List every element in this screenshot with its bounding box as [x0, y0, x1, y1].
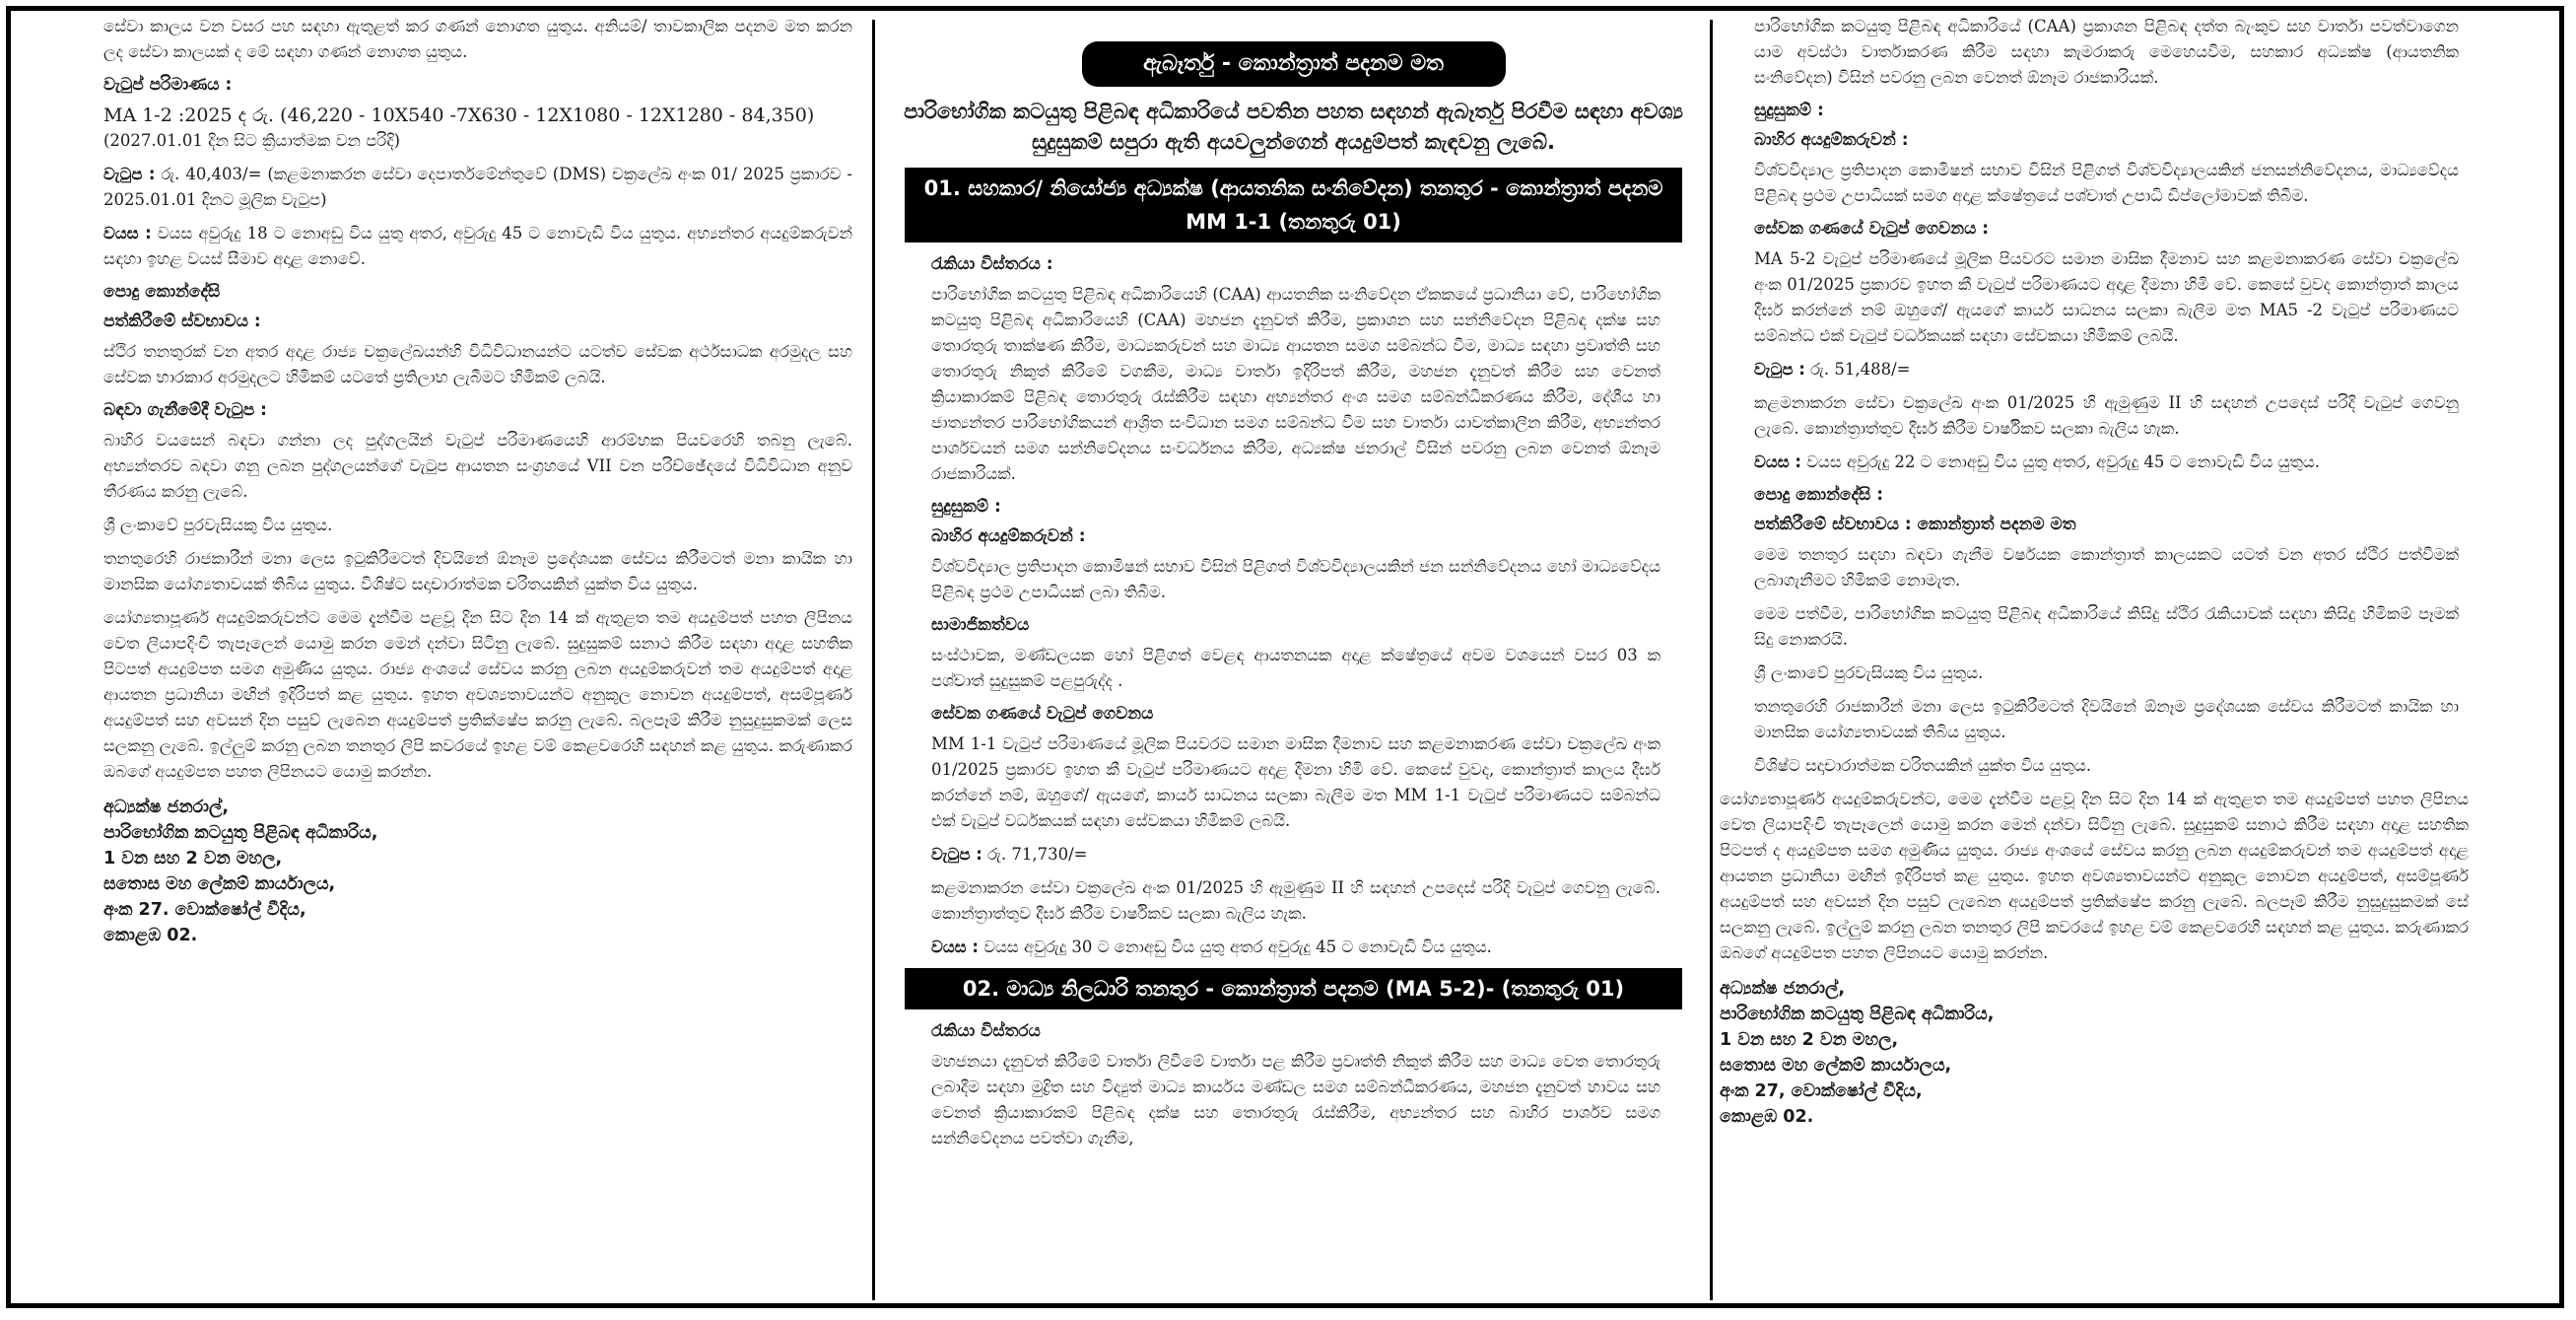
- post-01-title: 01. සහකාර/ නියෝජ්‍ය අධ්‍යක්ෂ (ආයතනික සංනිවේදන) තනතුර - කොන්ත්‍රාත් පදනම MM 1-1 (තනතුරු 01): [905, 168, 1682, 243]
- external-applicants-paragraph: විශ්වවිද්‍යාල ප්‍රතිපාදන කොමිෂන් සභාව විසින් පිළිගත් විශ්වවිද්‍යාලයකින් ජන සන්නිවේදනය හෝ මාධ්‍යවේදය පිළිබඳ ප්‍රථම උපාධියක් ලබා තිබීම.: [931, 557, 1661, 601]
- qualifications-heading: සුදුසුකම් :: [1754, 101, 1824, 120]
- salary-note: කළමනාකරන සේවා චක්‍රලේඛ අංක 01/2025 හි ඇමුණුම II හි සඳහන් උපදෙස් පරිදි වැටුප් ගෙවනු ලැබේ. කොන්ත්‍රාත්තුව දීර්ඝ කිරීම වාර්ෂිකව සලකා බැලිය හැක.: [1754, 393, 2459, 438]
- health-paragraph: තනතුරෙහි රාජකාරීන් මනා ලෙස ඉටුකිරීමටත් දිවයිනේ ඕනෑම ප්‍රදේශයක සේවය කිරීමටත් මනා කායික හා මානසික යෝග්‍යතාවයක් තිබිය යුතුය. විශිෂ්ට සදාචාරාත්මක චරිතයකින් යුක්ත විය යුතුය.: [103, 549, 852, 593]
- nature-heading: පත්කිරීමේ ස්වභාවය :: [103, 312, 261, 331]
- post-02-title: 02. මාධ්‍ය නිලධාරි තනතුර - කොන්ත්‍රාත් පදනම (MA 5-2)- (තනතුරු 01): [905, 968, 1682, 1009]
- recruit-salary-heading: බඳවා ගැනීමේදී වැටුප :: [103, 400, 267, 420]
- post-02-continued: [1720, 14, 2469, 779]
- address-line: අධ්‍යක්ෂ ජනරාල්,: [1720, 979, 1845, 999]
- duties-continued-paragraph: පාරිභෝගික කටයුතු පිළිබඳ අධිකාරියේ (CAA) ප්‍රකාශන පිළිබඳ දත්ත බැංකුව සහ වාර්තා පවත්වාගෙන යාම අවස්ථා වාර්තාකරණ කිරීම සඳහා කැමරාකරු මෙහෙයවීම, සහකාර අධ්‍යක්ෂ (ආයතනික සංනිවේදන) විසින් පවරනු ලබන වෙනත් ඕනෑම රාජකාරියක්.: [1754, 17, 2459, 87]
- fee-heading: සේවක ගණයේ වැටුප් ගෙවනය :: [1754, 219, 1990, 239]
- postal-address: [1720, 976, 2469, 1130]
- salary-scale-line: MA 1-2 :2025 ද රු. (46,220 - 10X540 -7X630 - 12X1080 - 12X1280 - 84,350): [103, 104, 815, 126]
- duties-heading: රැකියා විස්තරය :: [931, 254, 1053, 274]
- salary-label: වැටුප :: [931, 845, 983, 864]
- post-01-body: [887, 252, 1700, 960]
- address-line: සතොස මහ ලේකම් කාර්යාලය,: [1720, 1056, 1952, 1076]
- health-paragraph: තනතුරෙහි රාජකාරීන් මනා ලෙස ඉටුකිරීමටත් දිවයිනේ ඕනෑම ප්‍රදේශයක සේවය කිරීමටත් කායික හා මානසික යෝග්‍යතාවයක් තිබිය යුතුය.: [1754, 697, 2459, 741]
- salary-value: රු. 71,730/=: [987, 845, 1088, 864]
- age-paragraph: [103, 221, 852, 272]
- age-text: වයස අවුරුදු 30 ට නොඅඩු විය යුතු අතර අවුරුදු 45 ට නොවැඩි විය යුතුය.: [983, 938, 1492, 956]
- age-label: වයස :: [931, 938, 979, 956]
- external-applicants-paragraph: විශ්වවිද්‍යාල ප්‍රතිපාදන කොමිෂන් සභාව විසින් පිළිගත් විශ්වවිද්‍යාලයකින් ජනසන්නිවේදනය, මාධ්‍යවේදය පිළිබඳ ප්‍රථම උපාධියක් සමග අදාළ ක්ෂේත්‍රයේ පශ්චාත් උපාධි ඩිප්ලෝමාවක් තිබීම.: [1754, 161, 2459, 205]
- apply-paragraph: යෝග්‍යතාපූර්ණ අයදුම්කරුවන්ට, මෙම දැන්වීම පළවූ දින සිට දින 14 ක් ඇතුළත තම අයදුම්පත් පහත ලිපිනය වෙත ලියාපදිංචි තැපෑලෙන් යොමු කරන මෙන් දන්වා සිටිනු ලැබේ. සුදුසුකම් සනාථ කිරීම සඳහා අදාළ සහතික පිටපත් ද අයදුම්පත සමග අමුණිය යුතුය. රාජ්‍ය අංශයේ සේවය කරනු ලබන අයදුම්කරුවන් තම අයදුම්පත් අදාළ ආයතන ප්‍රධානියා මඟින් ඉදිරිපත් කළ යුතුය. ඉහත අවශ්‍යතාවයන්ට අනුකූල නොවන අයදුම්පත්, අසම්පූර්ණ අයදුම්පත් සහ අවසන් දින පසුව් ලැබෙන අයදුම්පත් ප්‍රතික්ෂේප කරනු ලැබේ. බලපෑම් කිරීම නුසුදුසුකමක් සේ සලකනු ලැබේ. ඉල්ලුම් කරනු ලබන තනතුර ලිපි කවරයේ ඉහළ වම් කෙළවරෙහි සඳහන් කළ යුතුය. කරුණාකර ඔබගේ අයදුම්පත පහත ලිපිනයට යොමු කරන්න.: [1720, 790, 2469, 962]
- nature-paragraph-1: මෙම තනතුර සඳහා බඳවා ගැනීම වර්ෂයක කොන්ත්‍රාත් කාලයකට යටත් වන අතර ස්ථිර පත්වීමක් ලබාගැනීමට හිමිකම් නොමැත.: [1754, 545, 2459, 590]
- general-conditions-heading: පොදු කොන්දේසි :: [1754, 485, 1883, 505]
- address-line: කොළඹ 02.: [103, 926, 198, 945]
- intro-paragraph: සේවා කාලය වන වසර පහ සඳහා ඇතුළත් කර ගණන් නොගත යුතුය. අනියම්/ තාවකාලික පදනම මත කරන ලද සේවා කාලයක් ද මේ සඳහා ගණන් නොගත යුතුය.: [103, 17, 852, 61]
- age-text: වයස අවුරුදු 18 ට නොඅඩු විය යුතු අතර, අවුරුදු 45 ට නොවැඩි විය යුතුය. අභ්‍යන්තර අයදුම්කරුවන් සඳහා ඉහළ වයස් සීමාව අදාළ නොවේ.: [103, 224, 852, 268]
- salary-paragraph: [1754, 357, 2459, 382]
- address-line: 1 වන සහ 2 වන මහල,: [103, 849, 283, 868]
- vacancies-banner: ඇබෑර්තු - කොන්ත්‍රාත් පදනම මත: [1082, 41, 1506, 87]
- address-line: 1 වන සහ 2 වන මහල,: [1720, 1030, 1899, 1050]
- address-line: සතොස මහ ලේකම් කාර්යාලය,: [103, 874, 336, 894]
- intro-heading: පාරිභෝගික කටයුතු පිළිබඳ අධිකාරියේ පවතින පහත සඳහන් ඇබෑර්තු පිරවීම සඳහා අවශ්‍ය සුදුසුකම් සපුරා ඇති අයවලුන්ගෙන් අයදුම්පත් කැඳවනු ලැබේ.: [904, 100, 1683, 154]
- age-paragraph: [931, 935, 1661, 960]
- general-conditions-heading: පොදු කොන්දේසි: [103, 282, 221, 302]
- column-divider: [1710, 20, 1713, 1300]
- column-divider: [872, 20, 875, 1300]
- salary-paragraph: [931, 842, 1661, 868]
- recruit-salary-paragraph: බාහිර වයසෙන් බඳවා ගන්නා ලද පුද්ගලයින් වැටුප් පරිමාණයෙහි ආරම්භක පියවරෙහි තබනු ලැබේ. අභ්‍යන්තරව බඳවා ගනු ලබන පුද්ගලයන්ගේ වැටුප ආයතන සංග්‍රහයේ VII වන පරිච්ඡේදයේ විධිවිධාන අනුව තීරණය කරනු ලැබේ.: [103, 431, 852, 501]
- salary-paragraph: [103, 162, 852, 213]
- fee-paragraph: MM 1-1 වැටුප් පරිමාණයේ මූලික පියවරට සමාන මාසික දීමනාව සහ කළමනාකරණ සේවා චක්‍රලේඛ අංක 01/2025 ප්‍රකාරව ඉහත කී වැටුප් පරිමාණයට අදාළ දීමනා හිමි වේ. කෙසේ වුවද, කොන්ත්‍රාත් කාලය දීර්ඝ කරන්නේ නම්, ඔහුගේ/ ඇයගේ, කාර්ය සාධනය සලකා බැලීම මත MM 1-1 වැටුප් පරිමාණයට සම්බන්ධ එක් වැටුප් වර්ධකයක් සඳහා සේවකයා හිමිකම් ලබයි.: [931, 734, 1661, 830]
- membership-heading: සාමාජිකත්වය: [931, 615, 1030, 635]
- external-applicants-heading: බාහිර අයදුම්කරුවන් :: [931, 526, 1086, 546]
- qualifications-heading: සුදුසුකම් :: [931, 497, 1001, 517]
- middle-column: [887, 14, 1700, 1310]
- salary-scale-note: (2027.01.01 දින සිට ක්‍රියාත්මක වන පරිදි): [103, 131, 401, 150]
- fee-paragraph: MA 5-2 වැටුප් පරිමාණයේ මූලික පියවරට සමාන මාසික දීමනාව සහ කළමනාකරණ සේවා චක්‍රලේඛ අංක 01/2025 ප්‍රකාරව ඉහත කී වැටුප් පරිමාණයට අදාළ දීමනා හිමි වේ. කෙසේ වුවද කොන්ත්‍රාත් කාලය දීර්ඝ කරන්නේ නම් ඔහුගේ/ ඇයගේ කාර්ය සාධනය සලකා බැලීම මත MA5 -2 වැටුප් පරිමාණයට සම්බන්ධ එක් වැටුප් වර්ධකයක් සඳහා සේවකයා හිමිකම් ලබයි.: [1754, 249, 2459, 345]
- apply-paragraph: යෝග්‍යතාපූර්ණ අයදුම්කරුවන්ට මෙම දැන්වීම පළවූ දින සිට දින 14 ක් ඇතුළත තම අයදුම්පත් පහත ලිපිනය වෙත ලියාපදිංචි තැපෑලෙන් යොමු කරන මෙන් දන්වා සිටිනු ලැබේ. සුදුසුකම් සනාථ කිරීම සඳහා අදාළ සහතික පිටපත් අයදුම්පත සමග අමුණිය යුතුය. රාජ්‍ය අංශයේ සේවය කරනු ලබන අයදුම්කරුවන් තම අයදුම්පත් අදාළ ආයතන ප්‍රධානියා මඟින් ඉදිරිපත් කළ යුතුය. ඉහත අවශ්‍යතාවයන්ට අනුකූල නොවන අයදුම්පත්, අසම්පූර්ණ අයදුම්පත් සහ අවසන් දින පසුව් ලැබෙන අයදුම්පත් ප්‍රතික්ෂේප කරනු ලැබේ. බලපෑම් කිරීම නුසුදුසුකමක් ලෙස සලකනු ලැබේ. ඉල්ලුම් කරනු ලබන තනතුර ලිපි කවරයේ ඉහළ වම් කෙළවරෙහි සඳහන් කළ යුතුය. කරුණාකර ඔබගේ අයදුම්පත පහත ලිපිනයට යොමු කරන්න.: [103, 608, 852, 781]
- age-label: වයස :: [1754, 452, 1801, 471]
- citizen-paragraph: ශ්‍රී ලංකාවේ පුරවැසියකු විය යුතුය.: [1754, 663, 1984, 682]
- address-line: පාරිභෝගික කටයුතු පිළිබඳ අධිකාරිය,: [103, 823, 378, 843]
- post-02-body: [887, 1019, 1700, 1151]
- external-applicants-heading: බාහිර අයදුම්කරුවන් :: [1754, 130, 1909, 150]
- character-paragraph: විශිෂ්ට සදාචාරාත්මක චරිතයකින් යුක්ත විය යුතුය.: [1754, 756, 2092, 775]
- nature-heading: පත්කිරීමේ ස්වභාවය : කොන්ත්‍රාත් පදනම මත: [1754, 515, 2076, 534]
- left-column: [103, 14, 852, 1310]
- salary-note: කළමනාකරන සේවා චක්‍රලේඛ අංක 01/2025 හි ඇමුණුම II හි සඳහන් උපදෙස් පරිදි වැටුප් ගෙවනු ලැබේ. කොන්ත්‍රාත්තුව දීර්ඝ කිරීම වාර්ෂිකව සලකා බැලිය හැක.: [931, 878, 1661, 923]
- nature-paragraph-2: මෙම පත්වීම, පාරිභෝගික කටයුතු පිළිබඳ අධිකාරියේ කිසිදු ස්ථිර රැකියාවක් සඳහා කිසිදු හිමිකම් පෑමක් සිදු නොකරයි.: [1754, 604, 2459, 649]
- duties-paragraph: මහජනයා දැනුවත් කිරීමේ වාර්තා ලිවීමේ වාර්තා පළ කිරීම ප්‍රවෘත්ති නිකුත් කිරීම සහ මාධ්‍ය වෙත තොරතුරු ලබාදීම සඳහා මුද්‍රිත සහ විද්‍යුත් මාධ්‍ය කාර්යය මණ්ඩල සමග සම්බන්ධීකරණය, මහජන දැනුවත් හාවය සහ වෙනත් ක්‍රියාකාරකම් පිළිබඳ දක්ෂ සහ තොරතුරු රැස්කිරීම, අභ්‍යන්තර සහ බාහිර පාර්ශව සමග සන්නිවේදනය පවත්වා ගැනීම,: [931, 1052, 1661, 1147]
- citizen-paragraph: ශ්‍රී ලංකාවේ පුරවැසියකු විය යුතුය.: [103, 516, 333, 534]
- age-text: වයස අවුරුදු 22 ට නොඅඩු විය යුතු අතර, අවුරුදු 45 ට නොවැඩි විය යුතුය.: [1806, 452, 2321, 471]
- nature-paragraph: ස්ථිර තනතුරක් වන අතර අදාළ රාජ්‍ය චක්‍රලේඛයන්හි විධිවිධානයන්ට යටත්ව සේවක අර්ථසාධක අරමුදල සහ සේවක භාරකාර අරමුදලට හිමිකම් යටතේ ප්‍රතිලාභ ලැබීමට හිමිකම් ලබයි.: [103, 342, 852, 386]
- salary-scale-heading: වැටුප් පරිමාණය :: [103, 75, 233, 95]
- salary-text: රු. 40,403/= (කළමනාකරන සේවා දෙපාර්තමේන්තුවේ (DMS) චක්‍රලේඛ අංක 01/ 2025 ප්‍රකාරව - 2025.01.01 දිනට මූලික වැටුප): [103, 165, 852, 209]
- address-line: අංක 27, වොක්ෂෝල් වීදිය,: [1720, 1081, 1923, 1101]
- age-paragraph: [1754, 450, 2459, 475]
- postal-address: [103, 795, 852, 948]
- duties-heading: රැකියා විස්තරය: [931, 1021, 1041, 1041]
- right-column: [1720, 14, 2469, 1310]
- address-line: අංක 27. වොක්ෂෝල් වීදිය,: [103, 900, 306, 920]
- age-label: වයස :: [103, 224, 152, 243]
- duties-paragraph: පාරිභෝගික කටයුතු පිළිබඳ අධිකාරියෙහි (CAA) ආයතනික සංනිවේදන ඒකකයේ ප්‍රධානියා වේ, පාරිභෝගික කටයුතු පිළිබඳ අධිකාරියෙහි (CAA) මහජන දැනුවත් කිරීම, ප්‍රකාශන සහ සන්නිවේදන පිළිබඳ දක්ෂ සහ තොරතුරු තාක්ෂණ කිරීම, මාධ්‍යකරුවන් සහ මාධ්‍ය ආයතන සමග සම්බන්ධ වීම, මාධ්‍ය සඳහා ප්‍රවෘත්ති සහ තොරතුරු නිකුත් කිරීමේ වගකීම, මාධ්‍ය වාර්තා ඉදිරිපත් කිරීම, මහජන දැනුවත් කිරීම සහ වෙනත් ක්‍රියාකාරකම් පිළිබඳ තොරතුරු රැස්කිරීම සඳහා අභ්‍යන්තර අංශ සමග සම්බන්ධීකරණය කිරීම, දේශීය හා ජාත්‍යන්තර පාරිභෝගිකයන් ආශ්‍රිත සංවිධාන සමග සම්බන්ධ වීම සහ වාර්තා යාවත්කාලීන කිරීම, අභ්‍යන්තර පාර්ශවයන් සමග සන්නිවේදනය සංවර්ධනය කිරීම, අධ්‍යක්ෂ ජනරාල් විසින් පවරනු ලබන වෙනත් ඕනෑම රාජකාරියක්.: [931, 285, 1661, 483]
- membership-paragraph: සංස්ථාවක, මණ්ඩලයක හෝ පිළිගත් වෙළඳ ආයතනයක අදාළ ක්ෂේත්‍රයේ අවම වශයෙන් වසර 03 ක පශ්චාත් සුදුසුකම් පළපුරුද්ද .: [931, 646, 1661, 690]
- salary-label: වැටුප :: [1754, 360, 1805, 379]
- address-line: අධ්‍යක්ෂ ජනරාල්,: [103, 798, 229, 817]
- address-line: පාරිභෝගික කටයුතු පිළිබඳ අධිකාරිය,: [1720, 1005, 1995, 1024]
- fee-heading: සේවක ගණයේ වැටුප් ගෙවනය: [931, 704, 1154, 724]
- address-line: කොළඹ 02.: [1720, 1107, 1814, 1127]
- salary-label: වැටුප :: [103, 165, 156, 183]
- salary-value: රු. 51,488/=: [1810, 360, 1911, 379]
